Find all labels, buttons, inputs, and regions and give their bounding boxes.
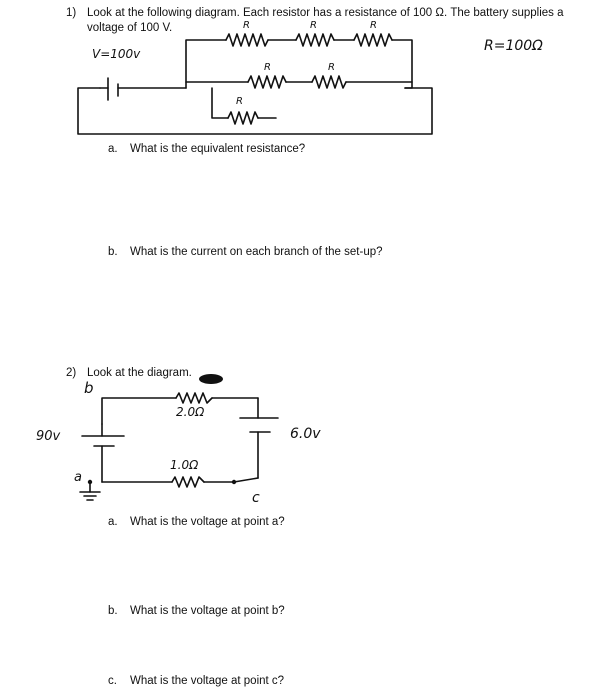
q2-battery-right-label: 6.0v [290,426,321,442]
q2-resistor-bottom [172,477,204,487]
q1-part-a-letter: a. [108,143,118,155]
q2-point-a-label: a [74,470,82,485]
q1-resistor-label-mid-1: R [264,62,271,73]
q2-number: 2) [66,367,77,379]
q2-resistor-top [176,393,212,403]
q2-point-a-dot [88,480,92,484]
q1-resistance-note: R=100Ω [484,38,543,54]
q2-point-c-label: c [252,490,260,506]
q2-resistor-bottom-label: 1.0Ω [170,458,199,472]
q2-part-b-letter: b. [108,605,118,617]
q2-point-b-label: b [84,379,94,397]
q1-resistor-label-top-2: R [310,20,317,31]
q1-part-b-letter: b. [108,246,118,258]
q2-resistor-top-label: 2.0Ω [176,405,205,419]
q1-part-a-text: What is the equivalent resistance? [130,143,306,155]
q1-number: 1) [66,7,77,19]
q2-part-a-letter: a. [108,516,118,528]
q1-part-b-text: What is the current on each branch of the set-up? [130,246,383,258]
q1-resistor-label-top-3: R [370,20,377,31]
q2-part-b-text: What is the voltage at point b? [130,605,285,617]
q2-battery-left-label: 90v [36,429,61,444]
q1-text: Look at the following diagram. Each resistor has a resistance of 100 Ω. The battery supplies a voltage of 100 V. [87,7,564,34]
q2-point-c-dot [232,480,236,484]
q1-resistor-label-mid-2: R [328,62,335,73]
q1-resistor-label-bottom: R [236,96,243,107]
q1-battery-label: V=100v [92,47,141,61]
q2-text: Look at the diagram. [87,367,192,379]
q2-part-c-letter: c. [108,675,117,687]
q1-resistor-label-top-1: R [243,20,250,31]
q2-scribble-mark [199,374,223,384]
q2-part-c-text: What is the voltage at point c? [130,675,285,687]
q2-part-a-text: What is the voltage at point a? [130,516,285,528]
q2-wire-top [102,398,176,424]
